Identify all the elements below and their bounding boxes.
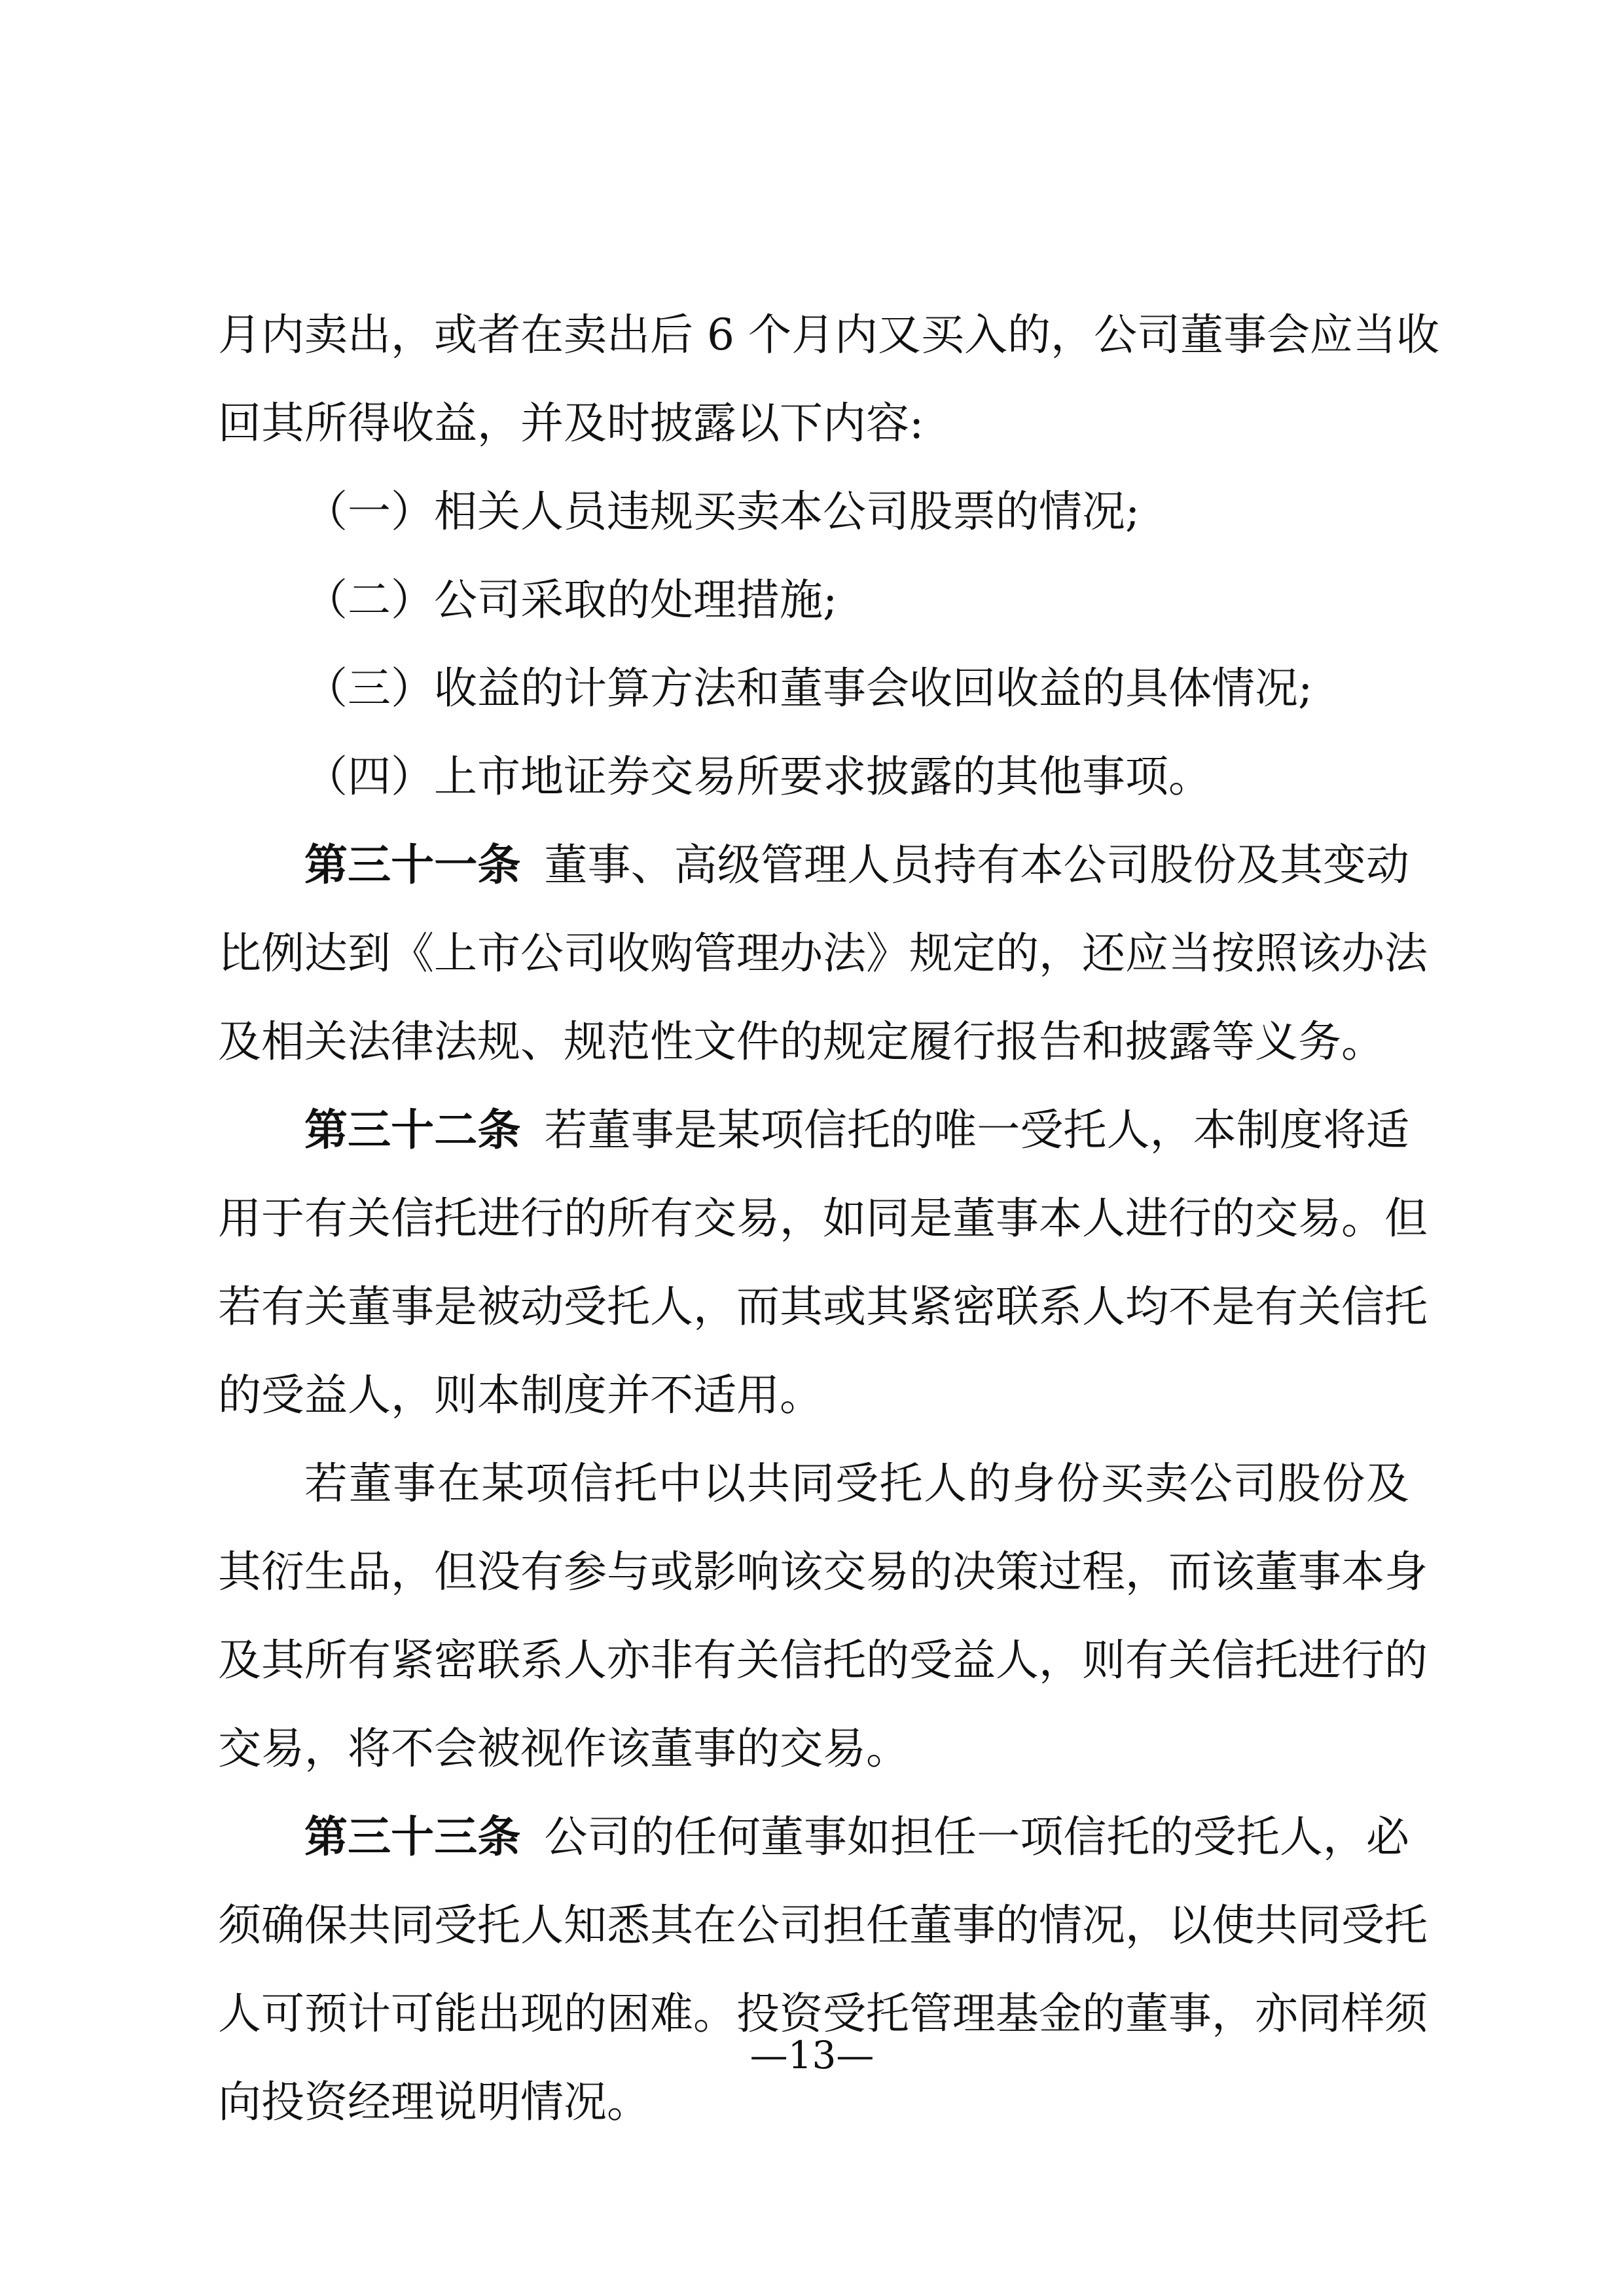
article-31-heading: 第三十一条	[304, 840, 521, 890]
article-31-text: 董事、高级管理人员持有本公司股份及其变动	[544, 840, 1410, 890]
text-line: 及其所有紧密联系人亦非有关信托的受益人，则有关信托进行的	[218, 1635, 1428, 1685]
text-line: 及相关法律法规、规范性文件的规定履行报告和披露等义务。	[218, 1016, 1384, 1067]
text-line: 月内卖出，或者在卖出后 6 个月内又买入的，公司董事会应当收	[218, 310, 1439, 360]
text-line: 其衍生品，但没有参与或影响该交易的决策过程，而该董事本身	[218, 1547, 1428, 1597]
text-line: 的受益人，则本制度并不适用。	[218, 1370, 823, 1420]
list-item: （三）收益的计算方法和董事会收回收益的具体情况;	[304, 663, 1313, 713]
article-32-heading: 第三十二条	[304, 1105, 521, 1155]
text-line: 向投资经理说明情况。	[218, 2077, 650, 2127]
text-line: 用于有关信托进行的所有交易，如同是董事本人进行的交易。但	[218, 1193, 1428, 1244]
text-line: 若有关董事是被动受托人，而其或其紧密联系人均不是有关信托	[218, 1282, 1428, 1332]
article-32-line	[218, 1086, 1409, 1174]
list-item: （二）公司采取的处理措施;	[304, 575, 838, 625]
page-number: —13—	[749, 2033, 875, 2077]
text-line: 比例达到《上市公司收购管理办法》规定的，还应当按照该办法	[218, 928, 1428, 978]
list-item: （四）上市地证券交易所要求披露的其他事项。	[304, 751, 1212, 802]
paragraph-line: 若董事在某项信托中以共同受托人的身份买卖公司股份及	[304, 1458, 1409, 1509]
article-31-line	[218, 821, 1409, 909]
text-line: 须确保共同受托人知悉其在公司担任董事的情况，以使共同受托	[218, 1900, 1428, 1950]
article-33-line	[218, 1793, 1409, 1881]
text-line: 人可预计可能出现的困难。投资受托管理基金的董事，亦同样须	[218, 1988, 1428, 2039]
article-33-text: 公司的任何董事如担任一项信托的受托人，必	[544, 1812, 1410, 1862]
text-line: 交易，将不会被视作该董事的交易。	[218, 1723, 909, 1774]
text-line: 回其所得收益，并及时披露以下内容:	[218, 398, 924, 448]
article-32-text: 若董事是某项信托的唯一受托人，本制度将适	[544, 1105, 1410, 1155]
article-33-heading: 第三十三条	[304, 1812, 521, 1862]
list-item: （一）相关人员违规买卖本公司股票的情况;	[304, 486, 1140, 537]
document-body	[218, 291, 1439, 2146]
